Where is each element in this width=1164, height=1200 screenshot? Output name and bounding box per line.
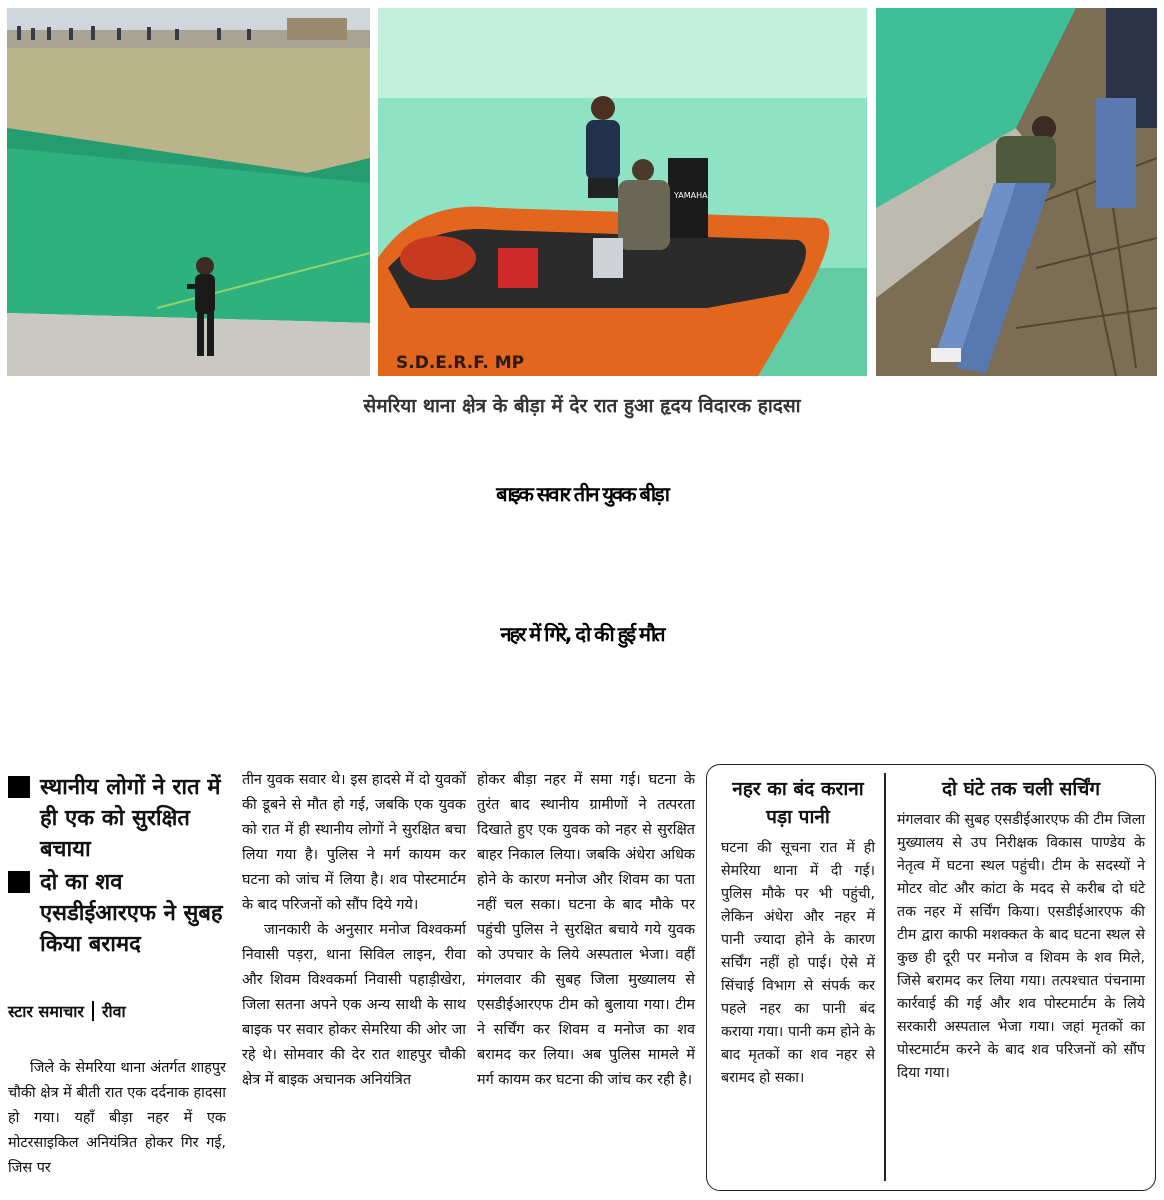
diver-in-canal-photo <box>7 8 370 376</box>
sidebar-search-operation <box>897 775 1145 1085</box>
box-divider <box>884 773 886 1181</box>
byline-place: रीवा <box>101 1002 126 1021</box>
sidebar-text: घटना की सूचना रात में ही सेमरिया थाना में दी गई। पुलिस मौके पर भी पहुंची, लेकिन अंधेरा और नहर में पानी ज्यादा होने के कारण सर्चिंग नहीं हो पाई। ऐसे में सिंचाई विभाग से संपर्क कर पहले नहर का पानी बंद कराया गया। पानी कम होने के बाद मृतकों का शव नहर से बरामद हो सका। <box>721 840 875 1086</box>
sderf-rescue-boat-photo <box>378 8 867 376</box>
article-column-1 <box>8 1056 226 1181</box>
bullet-square-icon <box>8 776 30 798</box>
paragraph: होकर बीड़ा नहर में समा गई। घटना के तुरंत बाद स्थानीय ग्रामीणों ने तत्परता दिखाते हुए एक युवक को नहर से सुरक्षित बाहर निकाल लिया। जबकि अंधेरा अधिक होने के कारण मनोज और शिवम का पता नहीं चल सका। घटना के बाद मौके पर पहुंची पुलिस ने सुरक्षित बचाये गये युवक को उपचार के लिये अस्पताल भेजा। वहीं मंगलवार की सुबह जिला मुख्यालय से एसडीईआरएफ टीम को बुलाया गया। टीम ने सर्चिंग कर शिवम व मनोज का शव बरामद कर लिया। अब पुलिस मामले में मर्ग कायम कर घटना की जांच कर रही है। <box>477 772 695 1088</box>
highlight-text: दो का शव एसडीईआरएफ ने सुबह किया बरामद <box>40 870 223 957</box>
article-column-3 <box>477 768 695 1093</box>
boat-label: S.D.E.R.F. MP <box>396 353 525 373</box>
byline-source: स्टार समाचार <box>8 1002 84 1021</box>
sidebar-box <box>706 764 1156 1191</box>
byline-separator <box>92 1001 94 1021</box>
headline-line-1: बाइक सवार तीन युवक बीड़ा <box>496 482 668 506</box>
paragraph: जिले के सेमरिया थाना अंतर्गत शाहपुर चौकी क्षेत्र में बीती रात एक दर्दनाक हादसा हो गया। यहाँ बीड़ा नहर में एक मोटरसाइकिल अनियंत्रित होकर गिर गई, जिस पर <box>8 1060 226 1176</box>
highlight-text: स्थानीय लोगों ने रात में ही एक को सुरक्षित बचाया <box>40 775 221 862</box>
highlights-list <box>8 772 233 962</box>
engine-label: YAMAHA <box>674 191 708 200</box>
article-column-2 <box>242 768 466 1093</box>
bullet-square-icon <box>8 871 30 893</box>
highlight-item <box>8 867 233 960</box>
sidebar-text: मंगलवार की सुबह एसडीईआरएफ की टीम जिला मुख्यालय से उप निरीक्षक विकास पाण्डेय के नेतृत्व में घटना स्थल पहुंची। टीम के सदस्यों ने मोटर वोट और कांटा के मदद से करीब दो घंटे तक नहर में सर्चिंग किया। एसडीईआरएफ की टीम द्वारा काफी मशक्कत के बाद घटना स्थल से कुछ ही दूरी पर मनोज व शिवम के शव मिले, जिसे बरामद कर लिया गया। तत्पश्चात पंचनामा कार्रवाई की गई और शव पोस्टमार्टम के लिये सरकारी अस्पताल भेजा गया। जहां मृतकों का पोस्टमार्टम करने के बाद शव परिजनों को सौंप दिया गया। <box>897 812 1145 1081</box>
sidebar-title: दो घंटे तक चली सर्चिंग <box>941 778 1101 800</box>
sidebar-canal-water <box>721 775 875 1090</box>
headline-line-2: नहर में गिरे, दो की हुई मौत <box>500 622 664 646</box>
rescued-youth-photo <box>876 8 1157 376</box>
byline <box>8 1000 126 1022</box>
paragraph: जानकारी के अनुसार मनोज विश्वकर्मा निवासी पड़रा, थाना सिविल लाइन, रीवा और शिवम विश्वकर्मा निवासी पहाड़ीखेरा, जिला सतना अपने एक अन्य साथी के साथ बाइक पर सवार होकर सेमरिया की ओर जा रहे थे। सोमवार की देर रात शाहपुर चौकी क्षेत्र में बाइक अचानक अनियंत्रित <box>242 922 466 1088</box>
paragraph: तीन युवक सवार थे। इस हादसे में दो युवकों की डूबने से मौत हो गई, जबकि एक युवक को रात में ही स्थानीय लोगों ने सुरक्षित बचा लिया गया है। पुलिस ने मर्ग कायम कर घटना को जांच में लिया है। शव पोस्टमार्टम के बाद परिजनों को सौंप दिये गये। <box>242 772 466 913</box>
highlight-item <box>8 772 233 865</box>
article-kicker: सेमरिया थाना क्षेत्र के बीड़ा में देर रात हुआ हृदय विदारक हादसा <box>363 395 801 417</box>
sidebar-title: नहर का बंद कराना पड़ा पानी <box>732 778 864 828</box>
